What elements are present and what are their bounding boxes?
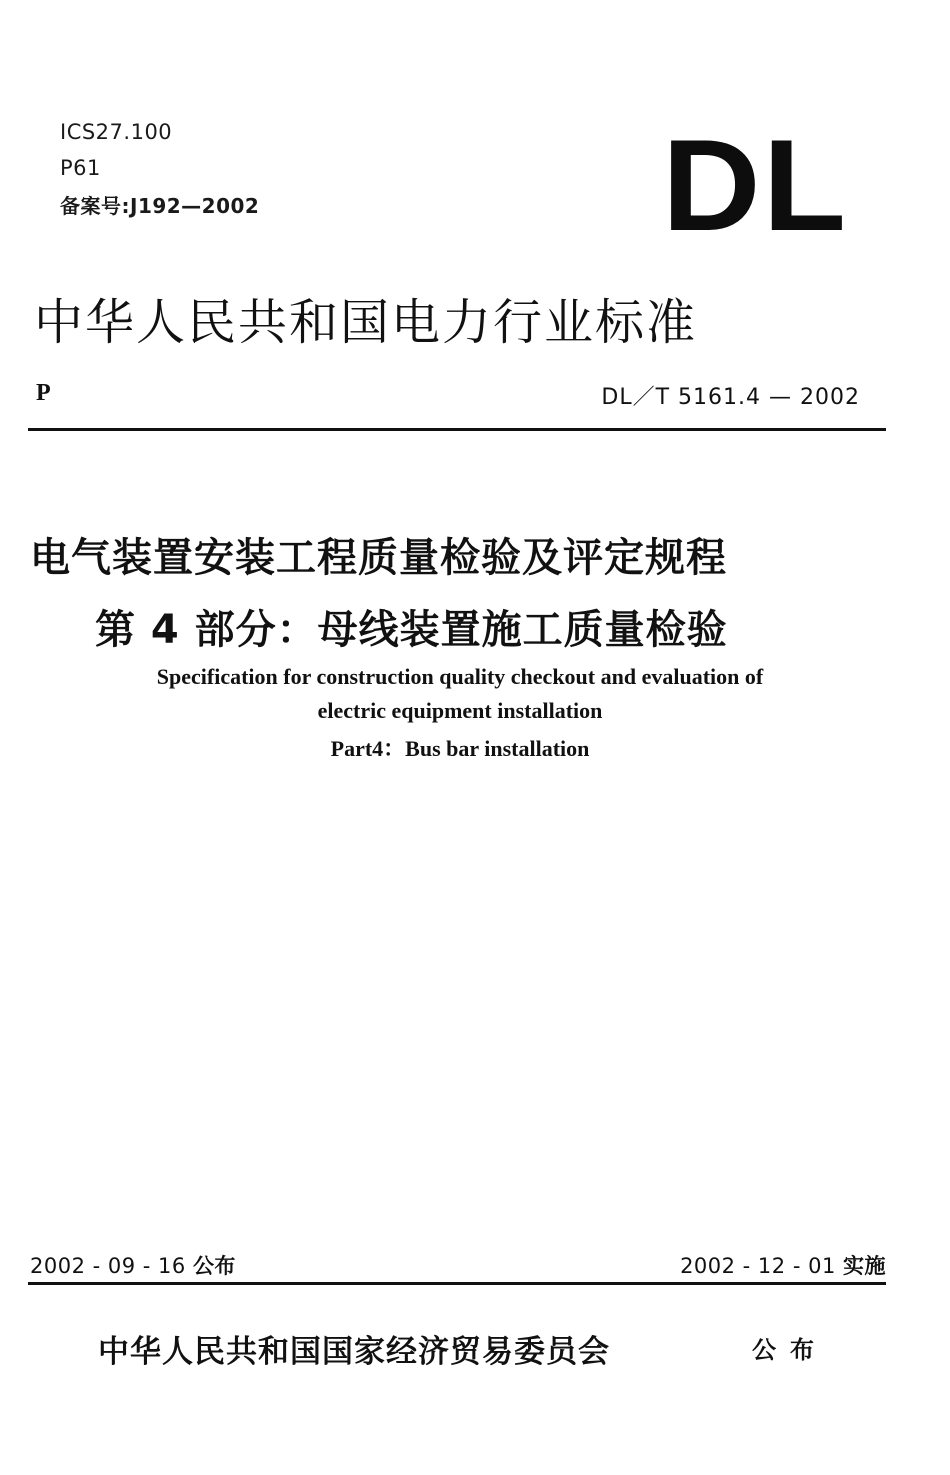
issued-date-line [30,1250,236,1280]
ics-code: ICS27.100 [60,120,173,144]
bottom-divider [28,1282,886,1285]
issued-date: 2002 - 09 - 16 [30,1254,186,1278]
implemented-date-line [680,1250,886,1280]
issuing-action: 公布 [752,1336,828,1364]
implemented-date: 2002 - 12 - 01 [680,1254,836,1278]
filing-number: 备案号:J192—2002 [60,194,260,218]
top-divider [28,428,886,431]
ccs-code: P61 [60,156,101,180]
standard-number: DL／T 5161.4 — 2002 [601,385,860,410]
document-title-en-line2: electric equipment installation [317,698,603,723]
issued-label: 公布 [192,1254,236,1278]
category-letter: P [36,380,51,406]
document-title-en-line1: Specification for construction quality checkout and evaluation of [156,664,764,689]
implemented-label: 实施 [843,1254,886,1278]
document-subtitle-cn: 第 4 部分：母线装置施工质量检验 [95,607,728,653]
document-subtitle-en: Part4：Bus bar installation [330,736,590,761]
industry-standard-title: 中华人民共和国电力行业标准 [34,294,698,351]
dl-logo: DL [662,112,849,258]
document-title-cn: 电气装置安装工程质量检验及评定规程 [30,535,727,581]
issuing-authority: 中华人民共和国国家经济贸易委员会 [98,1334,610,1370]
